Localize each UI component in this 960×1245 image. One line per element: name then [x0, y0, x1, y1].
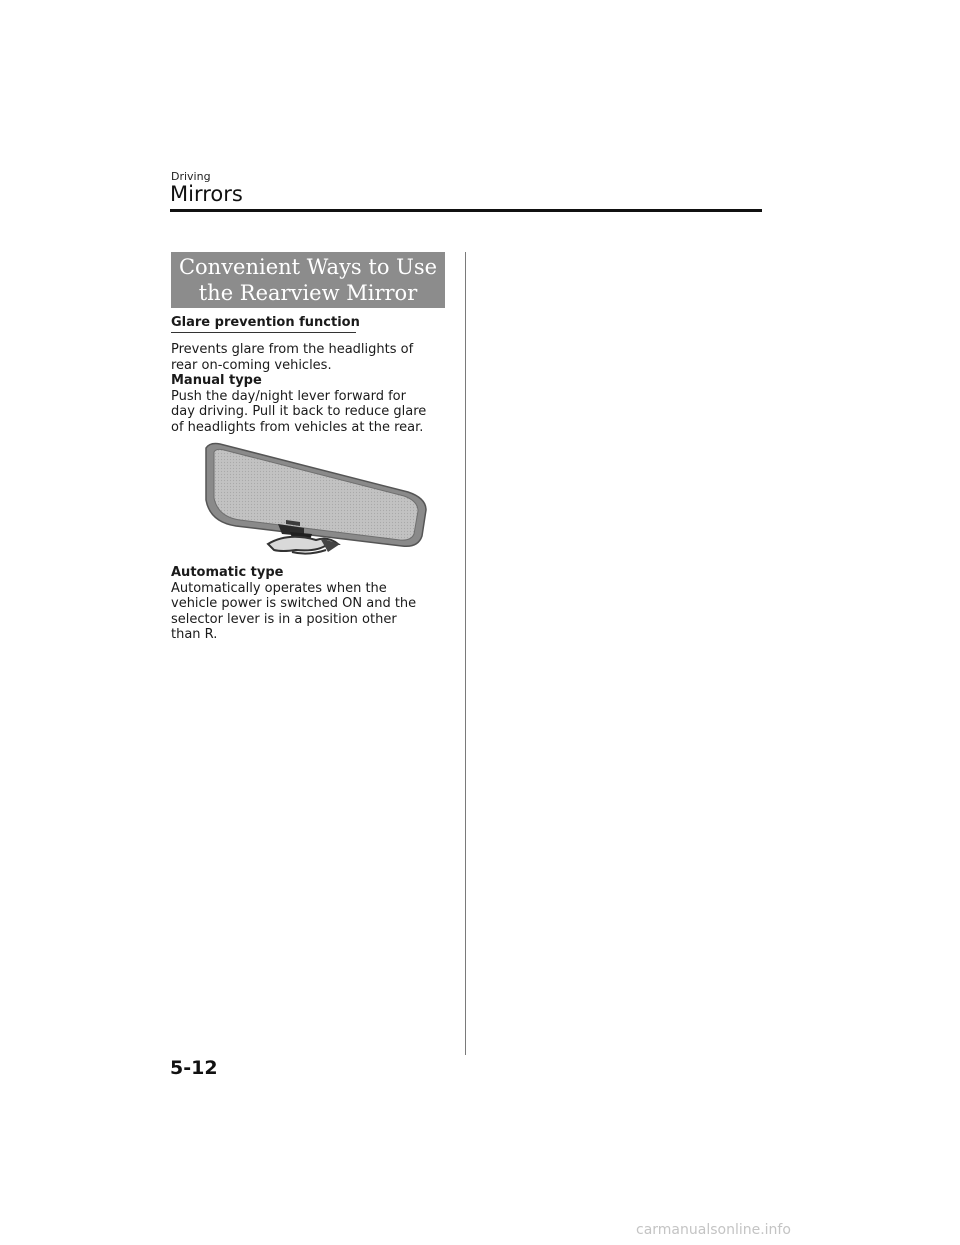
section-banner — [171, 252, 445, 308]
subheading-underline — [171, 332, 356, 333]
subsection-heading: Glare prevention function — [171, 315, 360, 330]
auto-line-3: selector lever is in a position other — [171, 611, 397, 627]
manual-type-heading: Manual type — [171, 373, 262, 388]
watermark: carmanualsonline.info — [636, 1222, 791, 1238]
column-divider — [465, 252, 466, 1055]
intro-line-2: rear on-coming vehicles. — [171, 357, 332, 373]
section-label: Driving — [171, 170, 211, 183]
page-title: Mirrors — [170, 182, 243, 206]
intro-line-1: Prevents glare from the headlights of — [171, 342, 414, 357]
page-number: 5-12 — [170, 1057, 218, 1079]
auto-line-4: than R. — [171, 627, 218, 642]
automatic-type-section — [171, 565, 451, 643]
manual-line-1: Push the day/night lever forward for — [171, 388, 406, 404]
heading-divider — [170, 209, 762, 212]
automatic-type-heading: Automatic type — [171, 565, 284, 580]
auto-line-1: Automatically operates when the — [171, 580, 387, 596]
manual-line-3: of headlights from vehicles at the rear. — [171, 419, 424, 435]
banner-line-2: the Rearview Mirror — [198, 281, 418, 305]
glare-description — [171, 342, 451, 435]
manual-line-2: day driving. Pull it back to reduce glare — [171, 404, 427, 419]
rearview-mirror-illustration — [196, 440, 432, 558]
auto-line-2: vehicle power is switched ON and the — [171, 596, 417, 611]
banner-line-1: Convenient Ways to Use — [178, 255, 438, 279]
